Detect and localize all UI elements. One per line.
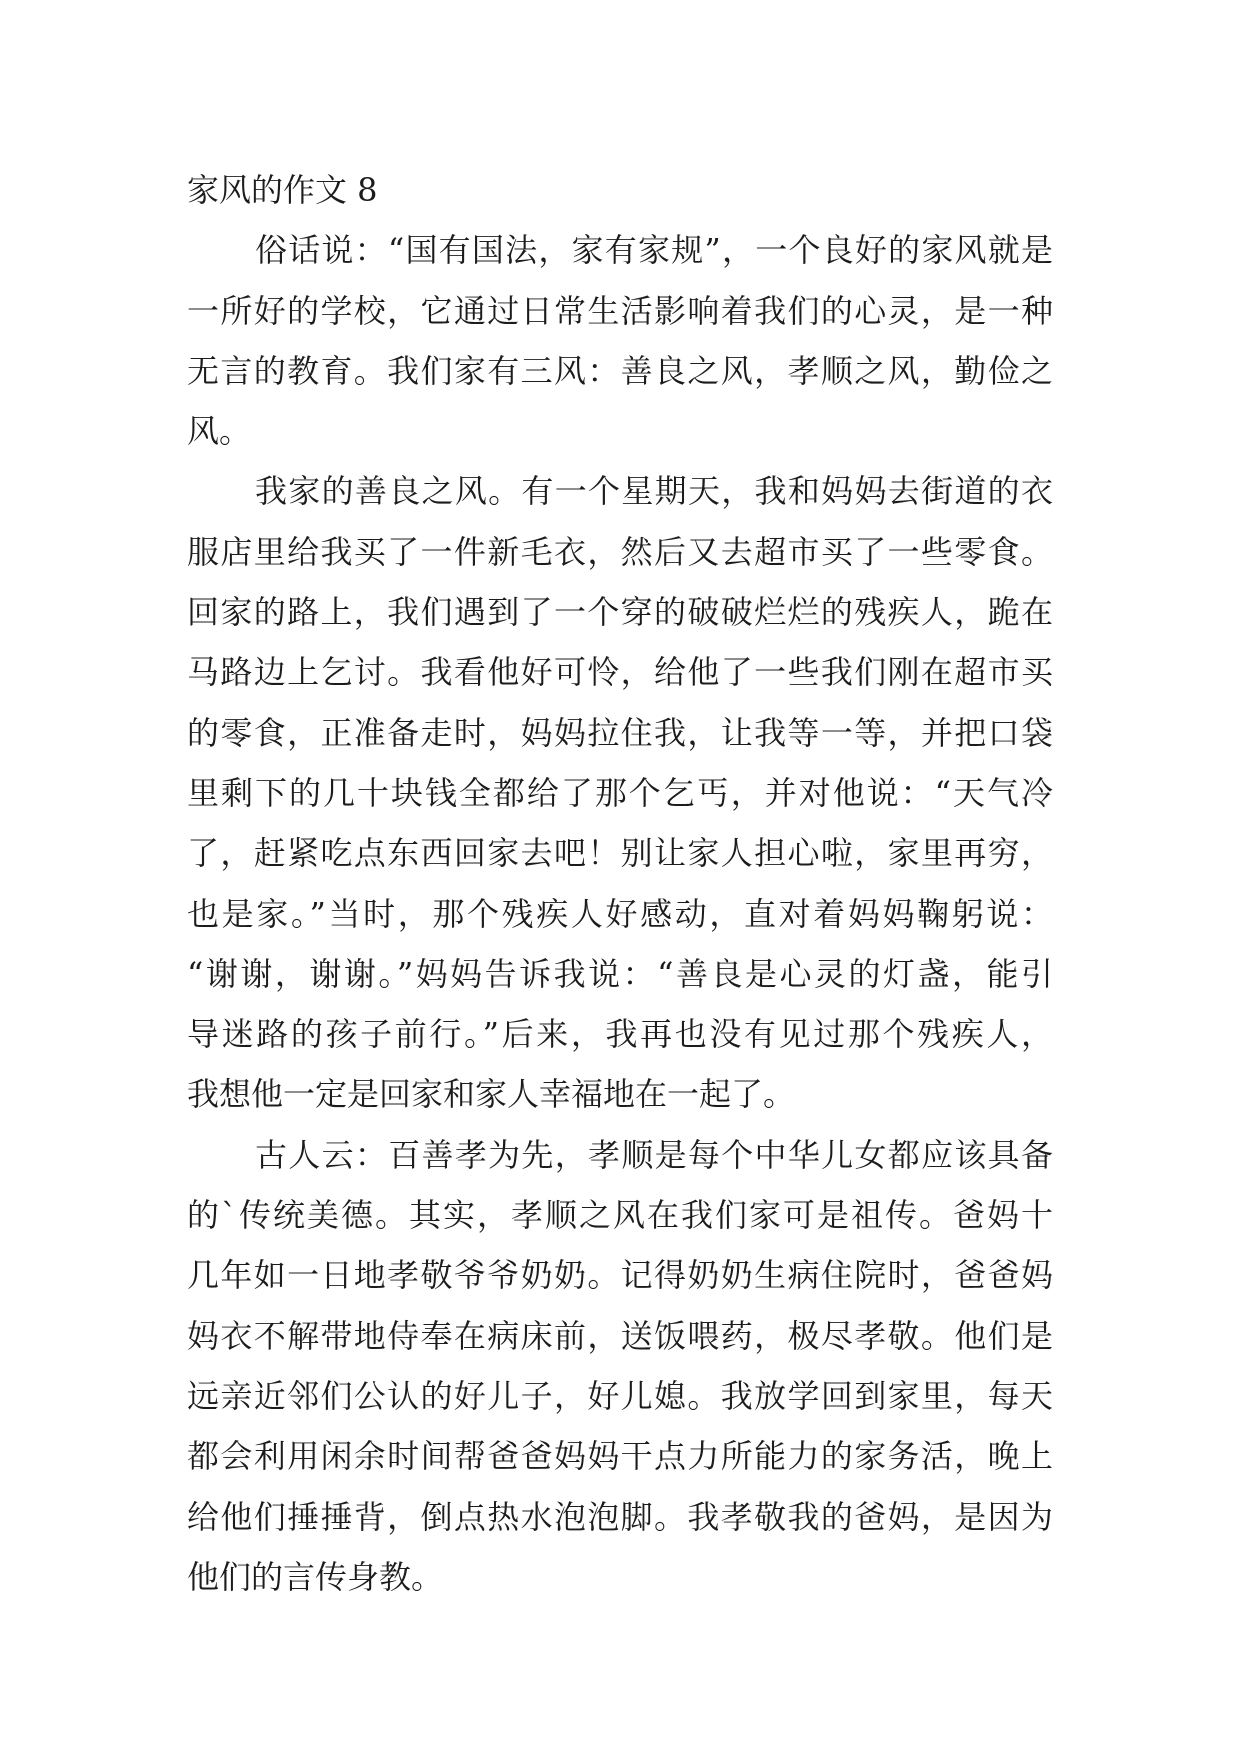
paragraph-line: 他们的言传身教。 xyxy=(187,1557,444,1596)
paragraph-line: 的零食，正准备走时，妈妈拉住我，让我等一等，并把口袋 xyxy=(187,713,1053,752)
paragraph-line: 俗话说：“国有国法，家有家规”，一个良好的家风就是 xyxy=(255,231,1053,270)
paragraph-line: 里剩下的几十块钱全都给了那个乞丐，并对他说：“天气冷 xyxy=(187,773,1053,812)
paragraph-line: 古人云：百善孝为先，孝顺是每个中华儿女都应该具备 xyxy=(255,1135,1053,1174)
paragraph-line: 几年如一日地孝敬爷爷奶奶。记得奶奶生病住院时，爸爸妈 xyxy=(187,1256,1053,1295)
paragraph-2 xyxy=(187,461,1053,1124)
paragraph-line: 也是家。”当时，那个残疾人好感动，直对着妈妈鞠躬说： xyxy=(187,894,1053,933)
paragraph-3 xyxy=(187,1125,1053,1607)
paragraph-line: 的`传统美德。其实，孝顺之风在我们家可是祖传。爸妈十 xyxy=(187,1196,1053,1235)
paragraph-line: 给他们捶捶背，倒点热水泡泡脚。我孝敬我的爸妈，是因为 xyxy=(187,1497,1053,1536)
paragraph-line: “谢谢，谢谢。”妈妈告诉我说：“善良是心灵的灯盏，能引 xyxy=(187,954,1053,993)
paragraph-line: 风。 xyxy=(187,412,252,451)
paragraph-line: 都会利用闲余时间帮爸爸妈妈干点力所能力的家务活，晚上 xyxy=(187,1437,1053,1476)
paragraph-1 xyxy=(187,220,1053,461)
paragraph-line: 服店里给我买了一件新毛衣，然后又去超市买了一些零食。 xyxy=(187,532,1053,571)
document-body xyxy=(187,160,1053,1607)
paragraph-line: 马路边上乞讨。我看他好可怜，给他了一些我们刚在超市买 xyxy=(187,653,1053,692)
paragraph-line: 妈衣不解带地侍奉在病床前，送饭喂药，极尽孝敬。他们是 xyxy=(187,1316,1053,1355)
paragraph-line: 回家的路上，我们遇到了一个穿的破破烂烂的残疾人，跪在 xyxy=(187,593,1053,632)
paragraph-line: 一所好的学校，它通过日常生活影响着我们的心灵，是一种 xyxy=(187,291,1053,330)
paragraph-line: 远亲近邻们公认的好儿子，好儿媳。我放学回到家里，每天 xyxy=(187,1376,1053,1415)
document-title: 家风的作文 8 xyxy=(187,171,378,209)
paragraph-line: 我想他一定是回家和家人幸福地在一起了。 xyxy=(187,1075,796,1114)
paragraph-line: 了，赶紧吃点东西回家去吧！别让家人担心啦，家里再穷， xyxy=(187,834,1053,873)
paragraph-line: 导迷路的孩子前行。”后来，我再也没有见过那个残疾人， xyxy=(187,1015,1053,1054)
paragraph-line: 我家的善良之风。有一个星期天，我和妈妈去街道的衣 xyxy=(255,472,1053,511)
paragraph-line: 无言的教育。我们家有三风：善良之风，孝顺之风，勤俭之 xyxy=(187,351,1053,390)
